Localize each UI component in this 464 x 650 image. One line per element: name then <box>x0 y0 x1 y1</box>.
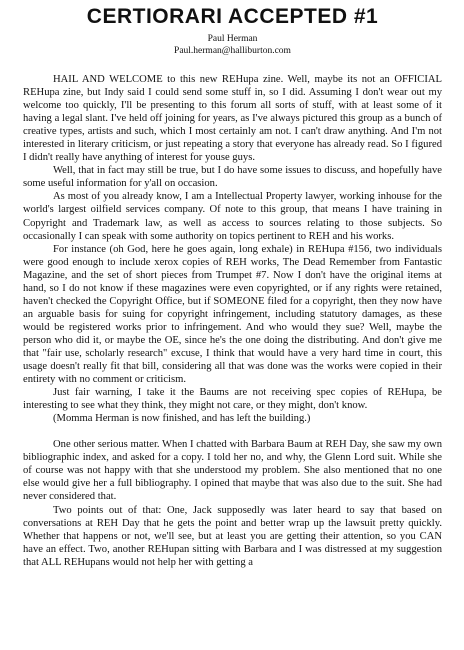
zine-title: CERTIORARI ACCEPTED #1 <box>86 5 379 28</box>
author-email: Paul.herman@halliburton.com <box>174 46 291 56</box>
article-body <box>23 73 442 569</box>
paragraph-momma-herman: (Momma Herman is now finished, and has left the building.) <box>53 413 311 425</box>
paragraph-ip-lawyer: As most of you already know, I am a Intellectual Property lawyer, working inhouse for the world's largest oilfield services company. Of note to this group, that means I have training in Copyright and Trademark law, as well as access to sources relating to those subjects. So occasionally I can speak with some authority on topics pertinent to REH and his works. <box>23 191 442 242</box>
paragraph-fair-warning: Just fair warning, I take it the Baums are not receiving spec copies of REHupa, be interesting to see what they think, they might not care, or they might, don't know. <box>23 387 442 412</box>
paragraph-copyright-example: For instance (oh God, here he goes again, long exhale) in REHupa #156, two individuals were good enough to include xerox copies of REH works, The Dead Remember from Fantastic Magazine, and the set of short pieces from Trumpet #7. Now I don't have the original items at hand, so I do not know if these magazines were even copyrighted, or if any rights were retained, haven't checked the Copyright Office, but if SOMEONE filed for a copyright, then they now have an arguable basis for suing for copyright infringement, including statutory damages, as these would be registered works prior to infringement. And who would they sue? Well, maybe the person who did it, or maybe the OE, since he's the one doing the distributing. And don't give me that "fair use, scholarly research" excuse, I think that would have a very hard time in court, this usage doesn't really fit that bill, considering all that was done was the works were copied in their entirety with no comment or criticism. <box>23 243 442 386</box>
paragraph-welcome: HAIL AND WELCOME to this new REHupa zine. Well, maybe its not an OFFICIAL REHupa zine, but Indy said I could send some stuff in, so I did. Assuming I don't wear out my welcome too quickly, I'll be presenting to this forum all sorts of stuff, with at least some of it having a legal slant. I've held off joining for years, as I've always pictured this group as a bunch of creative types, artists and such, which I most certainly am not. I can't draw anything. And I'm not interested in literary criticism, or just repeating a story that everyone has already read. So I figured I didn't really have anything of interest for youse guys. <box>23 74 442 164</box>
paragraph-two-points: Two points out of that: One, Jack supposedly was later heard to say that based on conversations at REH Day that he gets the point and better wrap up the lawsuit pretty quickly. Whether that happens or not, we'll see, but at least you are getting their attention, so you CAN have an effect. Two, another REHupan sitting with Barbara and I was distressed at my suggestion that ALL REHupans would not help her with getting a <box>23 504 442 568</box>
paragraph-barbara-baum: One other serious matter. When I chatted with Barbara Baum at REH Day, she saw my own bibliographic index, and asked for a copy. I told her no, and why, the Glenn Lord suit. While she of course was not happy with that she understood my problem. She also mentioned that no one else would give her a full bibliography. I opined that maybe that was also due to the suit. She had never considered that. <box>23 439 442 503</box>
author-name: Paul Herman <box>207 34 258 44</box>
paragraph-issues: Well, that in fact may still be true, but I do have some issues to discuss, and hopefully have some useful information for y'all on occasion. <box>23 165 442 190</box>
